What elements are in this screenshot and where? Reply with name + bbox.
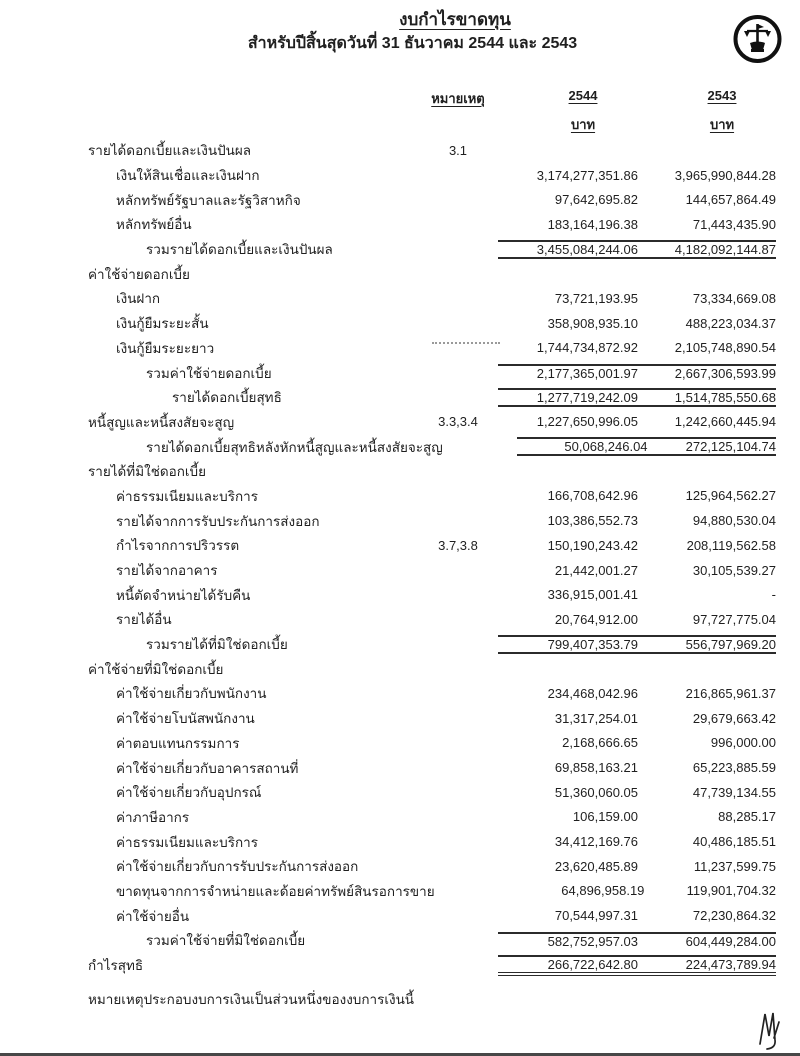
row-value-2543: 125,964,562.27 xyxy=(685,488,776,504)
table-row xyxy=(88,410,776,435)
row-value-2543: 88,285.17 xyxy=(718,809,776,825)
row-label: ค่าใช้จ่ายอื่น xyxy=(116,908,190,924)
row-value-2544: 799,407,353.79 xyxy=(498,635,638,654)
row-label: รวมค่าใช้จ่ายที่มิใช่ดอกเบี้ย xyxy=(146,933,306,949)
row-label: รายได้ที่มิใช่ดอกเบี้ย xyxy=(88,464,206,480)
row-value-2543: 216,865,961.37 xyxy=(685,685,776,701)
row-value-2543: 47,739,134.55 xyxy=(692,784,776,800)
table-row xyxy=(88,681,776,706)
row-value-2544: 103,386,552.73 xyxy=(547,513,638,529)
row-value-2543: 224,473,789.94 xyxy=(638,955,776,976)
signature-mark xyxy=(752,1008,786,1052)
row-value-2544: 31,317,254.01 xyxy=(554,710,638,726)
statement-rows xyxy=(88,138,776,977)
row-value-2543: 65,223,885.59 xyxy=(692,760,776,776)
row-note: 3.3,3.4 xyxy=(438,414,478,430)
row-label: หลักทรัพย์อื่น xyxy=(116,217,192,233)
table-row xyxy=(88,632,776,657)
row-value-2544: 2,177,365,001.97 xyxy=(498,364,638,381)
row-value-2543: 30,105,539.27 xyxy=(692,562,776,578)
row-value-2543: 488,223,034.37 xyxy=(685,315,776,331)
row-label: เงินให้สินเชื่อและเงินฝาก xyxy=(116,168,260,184)
row-value-2543: 1,242,660,445.94 xyxy=(674,414,776,430)
row-label: เงินกู้ยืมระยะยาว xyxy=(116,340,215,356)
table-row xyxy=(88,780,776,805)
row-value-2544: 582,752,957.03 xyxy=(498,932,638,949)
footer-note: หมายเหตุประกอบงบการเงินเป็นส่วนหนึ่งของงบการเงินนี้ xyxy=(88,992,415,1007)
row-value-2544: 358,908,935.10 xyxy=(547,315,638,331)
row-label: ค่าใช้จ่ายเกี่ยวกับอาคารสถานที่ xyxy=(116,760,299,776)
table-header-row xyxy=(88,88,776,114)
row-note: 3.7,3.8 xyxy=(438,537,478,553)
table-row xyxy=(88,854,776,879)
table-row xyxy=(88,484,776,509)
table-unit-row xyxy=(88,114,776,138)
table-row xyxy=(88,336,776,361)
row-label: หนี้สูญและหนี้สงสัยจะสูญ xyxy=(88,414,235,430)
table-row xyxy=(88,212,776,237)
row-value-2544: 64,896,958.19 xyxy=(561,883,645,899)
row-value-2544: 336,915,001.41 xyxy=(547,587,638,603)
scan-artifact xyxy=(432,342,500,344)
row-value-2543: 2,667,306,593.99 xyxy=(638,364,776,381)
table-row xyxy=(88,163,776,188)
bank-logo xyxy=(730,13,785,68)
table-row xyxy=(88,558,776,583)
row-label: รายได้ดอกเบี้ยและเงินปันผล xyxy=(88,143,252,159)
row-value-2544: 20,764,912.00 xyxy=(554,611,638,627)
row-label: หนี้ตัดจำหน่ายได้รับคืน xyxy=(116,587,251,603)
table-row xyxy=(88,953,776,978)
row-value-2543: 272,125,104.74 xyxy=(648,437,776,456)
row-value-2544: 21,442,001.27 xyxy=(554,562,638,578)
row-value-2544: 266,722,642.80 xyxy=(498,955,638,976)
row-value-2544: 234,468,042.96 xyxy=(547,685,638,701)
row-value-2544: 166,708,642.96 xyxy=(547,488,638,504)
row-value-2543: 144,657,864.49 xyxy=(685,192,776,208)
row-label: กำไรสุทธิ xyxy=(88,958,144,974)
table-row xyxy=(88,582,776,607)
row-value-2543: 4,182,092,144.87 xyxy=(638,240,776,259)
row-label: รวมรายได้ที่มิใช่ดอกเบี้ย xyxy=(146,637,288,653)
row-label: กำไรจากการปริวรรต xyxy=(116,538,240,554)
row-value-2543: 996,000.00 xyxy=(710,735,776,751)
row-value-2543: 2,105,748,890.54 xyxy=(674,340,776,356)
row-value-2544: 34,412,169.76 xyxy=(554,834,638,850)
row-value-2544: 73,721,193.95 xyxy=(554,290,638,306)
row-label: รายได้ดอกเบี้ยสุทธิ xyxy=(172,390,282,406)
row-value-2543: 72,230,864.32 xyxy=(692,908,776,924)
row-value-2544: 1,744,734,872.92 xyxy=(536,340,638,356)
table-row xyxy=(88,311,776,336)
header-note-column: หมายเหตุ xyxy=(431,91,485,106)
row-label: ค่าใช้จ่ายเกี่ยวกับการรับประกันการส่งออก xyxy=(116,859,359,875)
row-value-2543: 97,727,775.04 xyxy=(692,611,776,627)
row-value-2543: 604,449,284.00 xyxy=(638,932,776,949)
row-note: 3.1 xyxy=(448,142,468,158)
row-label: รายได้จากอาคาร xyxy=(116,563,218,579)
table-row xyxy=(88,138,776,163)
row-label: ค่าใช้จ่ายดอกเบี้ย xyxy=(88,266,190,282)
row-value-2543: - xyxy=(771,587,776,603)
row-value-2544: 183,164,196.38 xyxy=(547,216,638,232)
table-row xyxy=(88,879,776,904)
row-value-2543: 71,443,435.90 xyxy=(692,216,776,232)
row-label: รายได้ดอกเบี้ยสุทธิหลังหักหนี้สูญและหนี้สงสัยจะสูญ xyxy=(146,439,443,455)
row-label: เงินกู้ยืมระยะสั้น xyxy=(116,316,209,332)
row-label: เงินฝาก xyxy=(116,291,161,307)
row-value-2543: 11,237,599.75 xyxy=(693,858,776,874)
row-value-2544: 23,620,485.89 xyxy=(554,858,638,874)
row-value-2544: 97,642,695.82 xyxy=(554,192,638,208)
table-row xyxy=(88,533,776,558)
row-value-2543: 40,486,185.51 xyxy=(692,834,776,850)
row-value-2544: 3,174,277,351.86 xyxy=(536,167,638,183)
table-row xyxy=(88,508,776,533)
row-value-2543: 94,880,530.04 xyxy=(692,513,776,529)
table-row xyxy=(88,434,776,459)
row-label: รายได้อื่น xyxy=(116,612,172,628)
row-value-2544: 50,068,246.04 xyxy=(517,437,647,456)
row-value-2544: 69,858,163.21 xyxy=(554,760,638,776)
row-label: ค่าภาษีอากร xyxy=(116,809,190,825)
row-label: ค่าใช้จ่ายเกี่ยวกับอุปกรณ์ xyxy=(116,785,262,801)
row-value-2543: 208,119,562.58 xyxy=(686,537,776,553)
table-row xyxy=(88,903,776,928)
table-row xyxy=(88,237,776,262)
row-label: ค่าใช้จ่ายโบนัสพนักงาน xyxy=(116,711,255,727)
row-value-2544: 1,227,650,996.05 xyxy=(536,414,638,430)
row-value-2544: 106,159.00 xyxy=(572,809,638,825)
statement-table xyxy=(88,88,776,977)
table-row xyxy=(88,261,776,286)
table-row xyxy=(88,607,776,632)
header-year-2544: 2544 xyxy=(568,88,598,103)
row-label: ค่าธรรมเนียมและบริการ xyxy=(116,488,258,504)
row-label: รวมค่าใช้จ่ายดอกเบี้ย xyxy=(146,365,272,381)
table-row xyxy=(88,829,776,854)
row-value-2544: 51,360,060.05 xyxy=(554,784,638,800)
row-value-2544: 70,544,997.31 xyxy=(554,908,638,924)
row-label: รายได้จากการรับประกันการส่งออก xyxy=(116,513,320,529)
table-row xyxy=(88,360,776,385)
table-row xyxy=(88,805,776,830)
bank-emblem-icon xyxy=(730,13,785,68)
row-value-2543: 556,797,969.20 xyxy=(638,635,776,654)
row-label: ค่าใช้จ่ายเกี่ยวกับพนักงาน xyxy=(116,686,267,702)
row-label: ค่าใช้จ่ายที่มิใช่ดอกเบี้ย xyxy=(88,661,224,677)
row-value-2543: 29,679,663.42 xyxy=(692,710,776,726)
row-label: หลักทรัพย์รัฐบาลและรัฐวิสาหกิจ xyxy=(116,192,301,208)
row-value-2544: 3,455,084,244.06 xyxy=(498,240,638,259)
page-subtitle: สำหรับปีสิ้นสุดวันที่ 31 ธันวาคม 2544 และ 2543 xyxy=(247,35,578,52)
page-title: งบกำไรขาดทุน xyxy=(399,10,511,29)
row-value-2543: 1,514,785,550.68 xyxy=(638,388,776,407)
unit-baht-2544: บาท xyxy=(570,117,596,132)
table-row xyxy=(88,656,776,681)
table-row xyxy=(88,731,776,756)
handwritten-initial-icon xyxy=(752,1008,786,1052)
table-row xyxy=(88,706,776,731)
table-row xyxy=(88,459,776,484)
table-row xyxy=(88,187,776,212)
row-value-2543: 3,965,990,844.28 xyxy=(674,167,776,183)
header-year-2543: 2543 xyxy=(707,88,737,103)
row-label: รวมรายได้ดอกเบี้ยและเงินปันผล xyxy=(146,242,333,258)
row-value-2544: 150,190,243.42 xyxy=(547,537,638,553)
row-label: ขาดทุนจากการจำหน่ายและด้อยค่าทรัพย์สินรอการขาย xyxy=(116,883,435,899)
table-row xyxy=(88,286,776,311)
row-value-2543: 73,334,669.08 xyxy=(692,290,776,306)
table-row xyxy=(88,928,776,953)
row-value-2544: 1,277,719,242.09 xyxy=(498,388,638,407)
row-value-2543: 119,901,704.32 xyxy=(686,883,776,899)
table-row xyxy=(88,755,776,780)
row-label: ค่าธรรมเนียมและบริการ xyxy=(116,834,258,850)
row-label: ค่าตอบแทนกรรมการ xyxy=(116,735,240,751)
unit-baht-2543: บาท xyxy=(709,117,735,132)
row-value-2544: 2,168,666.65 xyxy=(562,735,638,751)
table-row xyxy=(88,385,776,410)
